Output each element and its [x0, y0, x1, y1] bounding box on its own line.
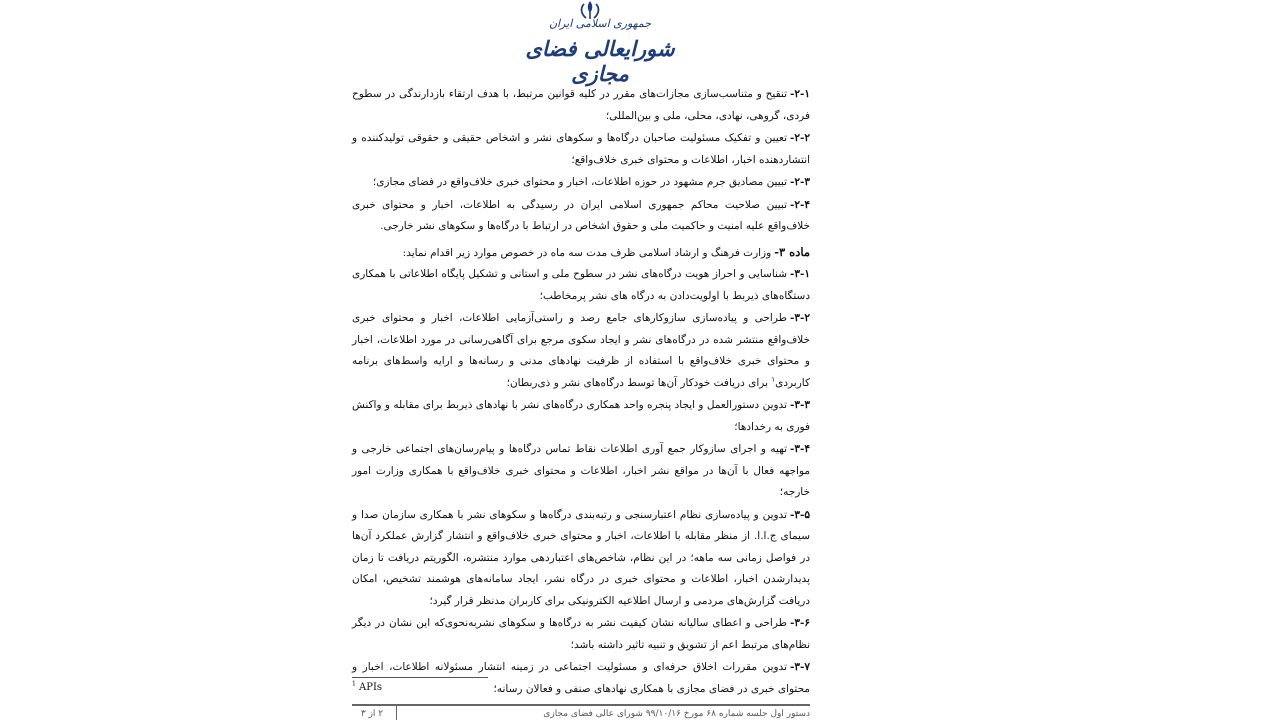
clause-number: ۳-۳- — [790, 399, 810, 411]
footnote-divider — [352, 677, 488, 678]
article-title: ماده ۳- — [774, 244, 810, 259]
clause — [352, 195, 810, 238]
document-body — [352, 84, 810, 701]
clause — [352, 84, 810, 127]
clause-number: ۳-۱- — [790, 268, 810, 280]
article-3-heading — [352, 242, 810, 265]
footer-separator — [396, 704, 397, 720]
clause-text: طراحی و اعطای سالیانه نشان کیفیت نشر به درگاه‌ها و سکوهای نشربه‌نحوی‌که این نشان در دیگر نظام‌های مرتبط اعم از تشویق و تنبیه تاثیر داشته باشد؛ — [352, 617, 810, 651]
clause-text: تعیین و تفکیک مسئولیت صاحبان درگاه‌ها و سکوهای نشر و اشخاص حقیقی و حقوقی تولیدکننده و انتشاردهنده اخبار، اطلاعات و محتوای خبری خلاف‌واقع؛ — [352, 132, 810, 166]
clause — [352, 657, 810, 700]
clause-number: ۳-۷- — [790, 661, 810, 673]
clause — [352, 505, 810, 613]
clause-text: تدوین و پیاده‌سازی نظام اعتبارسنجی و رتبه‌بندی درگاه‌ها و سکوهای نشر با همکاری سازمان صدا و سیمای ج.ا.ا. از منظر مقابله با اطلاعات، اخبار و محتوای خبری خلاف‌واقع و انتشار گزارش عملکرد آن‌ها در فواصل زمانی سه ماهه؛ در این نظام، شاخص‌های اعتباردهی موارد منتشره، الگوریتم دریافت تا زمان پدیدارشدن اخبار، اطلاعات و محتوای خبری در درگاه نشر، ایجاد سامانه‌های هوشمند تشخیص، امکان دریافت گزارش‌های مردمی و ارسال اطلاعیه الکترونیکی برای کاربران مدنظر قرار گیرد؛ — [352, 508, 810, 607]
clause-number: ۲-۲- — [790, 132, 810, 144]
session-reference: دستور اول جلسه شماره ۶۸ مورخ ۹۹/۱۰/۱۶ شورای عالی فضای مجازی — [543, 709, 810, 719]
clause-text: تهیه و اجرای سازوکار جمع آوری اطلاعات نقاط تماس درگاه‌ها و پیام‌رسان‌های اجتماعی خارجی و مواجهه فعال با آن‌ها در مواقع نشر اخبار، اطلاعات و محتوای خبری خلاف‌واقع با همکاری وزارت امور خارجه؛ — [352, 443, 810, 498]
clause-number: ۳-۴- — [790, 443, 810, 455]
clause-text: شناسایی و احراز هویت درگاه‌های نشر در سطوح ملی و استانی و تشکیل پایگاه اطلاعاتی با همکاری دستگاه‌های ذیربط با اولویت‌دادن به درگاه های نشر پرمخاطب؛ — [352, 268, 810, 302]
clause-number: ۳-۲- — [790, 312, 810, 324]
footnote-text: APIs — [359, 682, 383, 693]
council-name: شورایعالی فضای مجازی — [525, 36, 675, 86]
clause-text: تدوین دستورالعمل و ایجاد پنجره واحد همکاری درگاه‌های نشر با نهادهای ذیربط برای مقابله و واکنش فوری به رخدادها؛ — [352, 399, 810, 433]
page-number: ۲ از ۳ — [360, 709, 384, 719]
clause-text: تبیین صلاحیت محاکم جمهوری اسلامی ایران در رسیدگی به اطلاعات، اخبار و محتوای خبری خلاف‌واقع علیه امنیت و حاکمیت ملی و حقوق اشخاص در ارتباط با درگاه‌ها و سکوهای نشر خارجی. — [352, 198, 810, 232]
clause-text: طراحی و پیاده‌سازی سازوکارهای جامع رصد و راستی‌آزمایی اطلاعات، اخبار و محتوای خبری خلاف‌واقع منتشر شده در درگاه‌های نشر و ایجاد سکوی مرجع برای آگاهی‌رسانی در مورد اطلاعات، اخبار و محتوای خبری خلاف‌واقع با استفاده از ظرفیت نهادهای مدنی و رسانه‌ها و ارایه واسط‌های برنامه کاربردی — [352, 312, 810, 389]
footnote-reference[interactable]: ۱ — [771, 375, 776, 383]
footer-divider — [352, 704, 810, 706]
clause-text: تنقیح و متناسب‌سازی مجازات‌های مقرر در کلیه قوانین مرتبط، با هدف ارتقاء بازدارندگی در سطوح فردی، گروهی، نهادی، محلی، ملی و بین‌المللی؛ — [352, 88, 810, 122]
clause — [352, 613, 810, 656]
clause-number: ۳-۵- — [790, 508, 810, 521]
footnote-mark: 1 — [352, 680, 356, 688]
clause — [352, 128, 810, 171]
letterhead — [500, 0, 700, 86]
clause — [352, 264, 810, 307]
clause — [352, 172, 810, 194]
clause-text: تبیین مصادیق جرم مشهود در حوزه اطلاعات، اخبار و محتوای خبری خلاف‌واقع در فضای مجازی؛ — [372, 176, 787, 188]
clause — [352, 439, 810, 504]
clause-number: ۲-۱- — [790, 88, 810, 100]
clause-text-tail: برای دریافت خودکار آن‌ها توسط درگاه‌های نشر و ذی‌ربطان؛ — [506, 376, 772, 389]
clause — [352, 308, 810, 394]
republic-name: جمهوری اسلامی ایران — [548, 17, 652, 30]
clause-number: ۳-۶- — [790, 617, 810, 629]
clause — [352, 395, 810, 438]
article-intro: وزارت فرهنگ و ارشاد اسلامی ظرف مدت سه ماه در خصوص موارد زیر اقدام نماید: — [402, 246, 772, 259]
clause-number: ۲-۴- — [790, 198, 810, 211]
clause-number: ۲-۳- — [790, 176, 810, 188]
footnote — [352, 682, 382, 693]
clause-text: تدوین مقررات اخلاق حرفه‌ای و مسئولیت اجتماعی در زمینه انتشار مسئولانه اطلاعات، اخبار و محتوای خبری در فضای مجازی با همکاری نهادهای صنفی و فعالان رسانه؛ — [352, 661, 810, 695]
